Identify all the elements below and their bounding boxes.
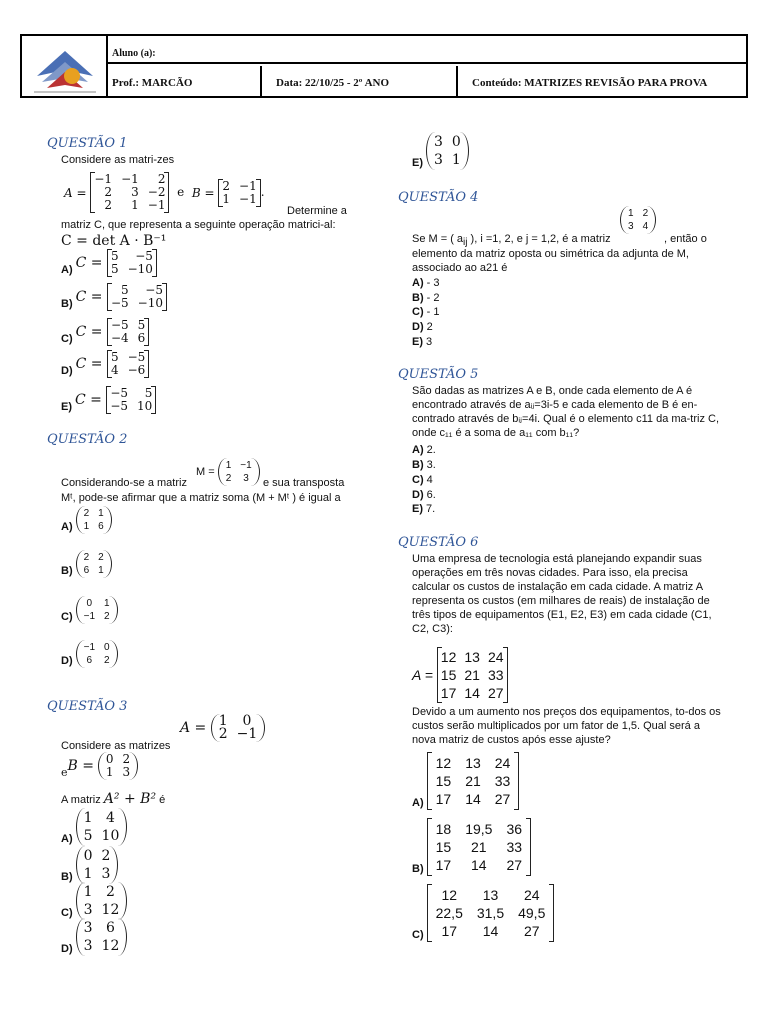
q3-title: QUESTÃO 3 (47, 699, 128, 714)
option-d (61, 918, 127, 956)
matrix-cell: 1 (105, 765, 114, 779)
option-label: D) (412, 321, 424, 333)
matrix-cell: −1 (83, 642, 96, 653)
matrix-cell: 27 (494, 791, 511, 807)
matrix-cell: 5 (110, 249, 119, 263)
option-matrix (76, 882, 128, 920)
matrix-cell: −5 (110, 386, 129, 400)
option-label: E) (412, 336, 423, 348)
option-label: A) (61, 521, 73, 533)
option-e (412, 132, 469, 170)
matrix-cell: 14 (471, 857, 487, 873)
matrix-cell: 14 (465, 791, 481, 807)
matrix-cell: 13 (465, 755, 481, 771)
matrix-cell: 1 (83, 810, 93, 826)
option-label: D) (61, 655, 73, 667)
option-matrix (76, 596, 118, 624)
option-label: B) (412, 459, 424, 471)
q5-title: QUESTÃO 5 (398, 367, 479, 382)
matrix-cell: 27 (523, 923, 540, 939)
q4-p4: associado ao a21 é (412, 262, 508, 274)
option-matrix (426, 132, 469, 170)
q6-a-equals: A = (412, 667, 433, 683)
matrix-cell: 1 (83, 521, 90, 532)
option-prefix: C = (75, 324, 107, 340)
option-d (61, 640, 118, 668)
q2-t1: e sua transposta (263, 477, 345, 489)
matrix-cell: 13 (482, 887, 499, 903)
matrix-cell: 24 (487, 649, 504, 665)
matrix-cell: −2 (147, 185, 166, 199)
matrix-cell: 17 (441, 923, 458, 939)
q2-intro: Considerando-se a matriz (61, 477, 187, 489)
option-matrix (76, 808, 128, 846)
q6-matrix-a-def (412, 647, 508, 703)
matrix-cell: 31,5 (476, 905, 505, 921)
matrix-cell: 2 (157, 172, 166, 186)
matrix-cell: 33 (487, 667, 504, 683)
matrix-cell: 1 (225, 460, 232, 471)
matrix-cell: 4 (105, 810, 115, 826)
q1-matrices: A = −1 −1 2 2 3 −2 2 1 −1 e B = 2 −1 1 −1 . (64, 172, 265, 212)
matrix-cell: 18 (435, 821, 452, 837)
option-d (412, 488, 436, 502)
q3-a-equals: A = (180, 720, 207, 736)
option-prefix: C = (75, 255, 107, 271)
option-a (412, 752, 519, 810)
header-table (20, 34, 748, 98)
option-b (412, 291, 440, 305)
q3-b-equals: B = (67, 758, 94, 774)
matrix-cell: 2 (98, 552, 104, 563)
option-value: 2. (423, 444, 436, 456)
option-e (412, 502, 435, 516)
option-value: - 3 (423, 277, 440, 289)
option-b (61, 846, 118, 884)
option-value: - 1 (423, 306, 440, 318)
option-label: A) (412, 277, 424, 289)
matrix-cell: 0 (86, 598, 93, 609)
q2-meq (196, 458, 260, 486)
matrix-cell: 0 (83, 848, 93, 864)
option-b (61, 550, 112, 578)
option-matrix (107, 283, 167, 311)
matrix-cell: −10 (127, 262, 153, 276)
matrix-cell: −5 (145, 283, 163, 297)
option-label: C) (61, 333, 73, 345)
matrix-cell: 15 (435, 773, 452, 789)
q3-expression: A² + B² (103, 791, 157, 807)
option-e (61, 386, 156, 414)
matrix-cell: −1 (94, 172, 113, 186)
matrix-cell: 3 (83, 902, 93, 918)
q6-text2: Devido a um aumento nos preços dos equipamentos, to-dos os custos serão multiplicados por um fator de 1,5. Qual será a nova matriz de custos após esse ajuste? (412, 706, 721, 746)
option-d (412, 320, 433, 334)
option-label: C) (412, 306, 424, 318)
option-matrix (107, 350, 149, 378)
matrix-cell: 2 (225, 473, 232, 484)
q2-t2: Mᵗ, pode-se afirmar que a matriz soma (M + Mᵗ ) é igual a (61, 492, 341, 504)
matrix-cell: 12 (101, 938, 120, 954)
option-prefix: C = (75, 356, 107, 372)
option-a (412, 276, 440, 290)
matrix-cell: 1 (131, 198, 139, 212)
matrix-cell: −1 (239, 191, 257, 206)
option-value: 6. (423, 489, 436, 501)
option-value: 3. (423, 459, 436, 471)
option-a (61, 249, 157, 277)
matrix-cell: 0 (104, 642, 110, 653)
matrix-cell: 36 (506, 821, 523, 837)
matrix-cell: 3 (243, 473, 249, 484)
matrix-cell: 17 (435, 857, 452, 873)
matrix-cell: 5 (137, 318, 146, 332)
option-label: B) (61, 298, 73, 310)
matrix-cell: 1 (83, 866, 93, 882)
q6-matrix-a (437, 647, 508, 703)
q4-matrix (620, 206, 656, 234)
option-c (61, 882, 127, 920)
matrix-cell: 6 (105, 920, 115, 936)
q3-matrix-b (98, 752, 138, 780)
matrix-cell: 2 (104, 611, 110, 622)
matrix-cell: 3 (122, 765, 131, 779)
student-name-field: Aluno (a): (108, 36, 746, 64)
q6-title: QUESTÃO 6 (398, 535, 479, 550)
option-d (61, 350, 149, 378)
option-label: D) (61, 943, 73, 955)
option-a (412, 443, 436, 457)
option-label: C) (61, 907, 73, 919)
matrix-cell: 3 (434, 134, 443, 150)
matrix-cell: 12 (440, 649, 457, 665)
q3-a-def (180, 714, 265, 742)
matrix-cell: 5 (110, 350, 119, 364)
matrix-cell: 1 (98, 565, 104, 576)
option-label: A) (412, 444, 424, 456)
q2-matrix-m (218, 458, 260, 486)
matrix-cell: 13 (464, 649, 480, 665)
matrix-cell: 2 (642, 208, 649, 219)
option-matrix (76, 846, 119, 884)
matrix-cell: 12 (441, 887, 458, 903)
teacher-cell: Prof.: MARCÃO (108, 66, 262, 98)
option-prefix: C = (75, 392, 107, 408)
option-matrix (427, 884, 555, 942)
option-label: B) (61, 871, 73, 883)
q5-text: São dadas as matrizes A e B, onde cada elemento de A é encontrado através de aᵢⱼ=3i-5 e cada elemento de B é en-contrado através de bᵢⱼ=4i. Qual é o elemento c11 da ma-triz C, onde c₁₁ é a soma de a₁₁ com b₁₁? (412, 385, 720, 439)
matrix-cell: 3 (83, 938, 93, 954)
q1-and: e (177, 185, 185, 199)
matrix-cell: 1 (83, 884, 93, 900)
option-label: C) (412, 474, 424, 486)
matrix-cell: 5 (110, 262, 119, 276)
option-c (61, 596, 118, 624)
q1-matrix-a (90, 172, 169, 213)
matrix-cell: 49,5 (518, 905, 546, 921)
matrix-cell: 3 (434, 152, 443, 168)
matrix-cell: −5 (110, 296, 129, 310)
matrix-cell: 14 (464, 685, 480, 701)
matrix-cell: 4 (642, 221, 649, 232)
option-value: 3 (423, 336, 433, 348)
option-value: 4 (423, 474, 433, 486)
option-matrix (76, 918, 128, 956)
option-label: B) (412, 863, 424, 875)
matrix-cell: 1 (628, 208, 634, 219)
matrix-cell: 0 (242, 713, 252, 729)
matrix-cell: 6 (98, 521, 104, 532)
matrix-cell: 1 (218, 713, 228, 729)
matrix-cell: 2 (105, 884, 115, 900)
option-label: B) (61, 565, 73, 577)
option-c (412, 305, 440, 319)
option-matrix (76, 640, 118, 668)
matrix-cell: 1 (451, 152, 461, 168)
option-matrix (76, 550, 112, 578)
matrix-cell: 21 (464, 667, 480, 683)
q3-text: A matriz (61, 794, 101, 806)
q1-matrix-b (218, 179, 260, 207)
matrix-cell: 6 (137, 331, 146, 345)
option-label: D) (61, 365, 73, 377)
option-matrix (107, 249, 157, 277)
q1-text2: matriz C, que representa a seguinte operação matrici-al: (61, 219, 336, 231)
matrix-cell: −5 (110, 318, 129, 332)
matrix-cell: 21 (465, 773, 481, 789)
q3-question (61, 790, 165, 808)
matrix-cell: 12 (101, 902, 120, 918)
matrix-cell: −1 (83, 611, 96, 622)
option-prefix: C = (75, 289, 107, 305)
option-label: E) (61, 401, 72, 413)
option-e (412, 335, 432, 349)
matrix-cell: 17 (435, 791, 452, 807)
option-matrix (76, 506, 112, 534)
matrix-cell: 24 (523, 887, 540, 903)
q2-m-equals: M = (196, 466, 215, 478)
option-label: C) (412, 929, 424, 941)
q1-formula: C = det A · B⁻¹ (61, 233, 167, 249)
q3-matrix-a (211, 714, 266, 742)
matrix-cell: −1 (121, 172, 139, 186)
q2-title: QUESTÃO 2 (47, 432, 128, 447)
matrix-cell: 4 (110, 363, 119, 377)
q6-text: Uma empresa de tecnologia está planejando expandir suas operações em três novas cidades. Para isso, ela precisa calcular os custos de instalação em cada cidade. A matriz A representa os custos (em milhares de reais) de instalação de três tipos de equipamentos (E1, E2, E3) em cada cidade (C1, C2, C3): (412, 553, 712, 635)
matrix-cell: 2 (83, 508, 90, 519)
q4-matrix-m (620, 206, 656, 234)
matrix-cell: −1 (147, 198, 166, 212)
option-label: B) (412, 292, 424, 304)
option-value: - 2 (423, 292, 440, 304)
matrix-cell: −1 (239, 178, 257, 193)
matrix-cell: 1 (104, 598, 110, 609)
content-cell: Conteúdo: MATRIZES REVISÃO PARA PROVA (472, 77, 708, 89)
q1-title: QUESTÃO 1 (47, 136, 128, 151)
q1-intro: Considere as matri-zes (61, 154, 175, 166)
option-label: A) (412, 797, 424, 809)
option-matrix (427, 818, 531, 876)
matrix-cell: 2 (218, 726, 228, 742)
matrix-cell: 10 (101, 828, 120, 844)
option-matrix (427, 752, 520, 810)
matrix-cell: 33 (494, 773, 511, 789)
option-value: 2 (423, 321, 433, 333)
q3-e: e (61, 766, 68, 779)
matrix-cell: 5 (121, 283, 129, 297)
matrix-cell: 2 (104, 185, 113, 199)
matrix-cell: −1 (240, 460, 252, 471)
option-c (412, 473, 433, 487)
matrix-cell: −6 (127, 363, 146, 377)
option-b (412, 818, 531, 876)
matrix-cell: −5 (127, 350, 146, 364)
option-label: A) (61, 833, 73, 845)
matrix-cell: 17 (440, 685, 457, 701)
matrix-cell: 3 (131, 185, 139, 199)
matrix-cell: −5 (110, 399, 129, 413)
matrix-cell: 5 (144, 386, 153, 400)
school-logo (22, 36, 108, 98)
option-matrix (106, 386, 156, 414)
matrix-cell: 6 (83, 565, 90, 576)
matrix-cell: 15 (435, 839, 452, 855)
matrix-cell: −5 (135, 249, 153, 263)
option-label: E) (412, 503, 423, 515)
matrix-cell: 3 (628, 221, 634, 232)
q3-text-end: é (159, 794, 166, 806)
q4-p3: elemento da matriz oposta ou simétrica da adjunta de M, (412, 248, 689, 260)
option-value: 7. (423, 503, 436, 515)
matrix-cell: −1 (236, 726, 258, 742)
option-c (61, 318, 149, 346)
matrix-cell: 3 (101, 866, 111, 882)
option-label: D) (412, 489, 424, 501)
matrix-cell: 1 (98, 508, 104, 519)
matrix-cell: −4 (110, 331, 129, 345)
matrix-cell: 24 (494, 755, 511, 771)
matrix-cell: 33 (506, 839, 523, 855)
matrix-cell: 19,5 (465, 821, 493, 837)
option-c (412, 884, 554, 942)
option-label: C) (61, 611, 73, 623)
matrix-cell: 10 (137, 399, 153, 413)
q4-p1-text: Se M = ( a (412, 233, 464, 245)
q4-p2: , então o (664, 233, 707, 245)
q4-p1-rest: ), i =1, 2, e j = 1,2, é a matriz (467, 233, 611, 245)
q1-determine: Determine a (287, 205, 347, 217)
matrix-cell: −10 (137, 296, 163, 310)
q3-intro: Considere as matrizes (61, 740, 171, 752)
matrix-cell: 0 (105, 752, 114, 766)
matrix-cell: 15 (440, 667, 457, 683)
matrix-cell: 3 (83, 920, 93, 936)
option-b (412, 458, 436, 472)
q4-title: QUESTÃO 4 (398, 190, 479, 205)
option-matrix (107, 318, 149, 346)
matrix-cell: 21 (471, 839, 487, 855)
matrix-cell: 1 (222, 191, 231, 206)
matrix-cell: 2 (222, 178, 231, 193)
option-label: A) (61, 264, 73, 276)
matrix-cell: 2 (122, 752, 131, 766)
date-cell: Data: 22/10/25 - 2º ANO (262, 66, 458, 98)
matrix-cell: 27 (506, 857, 523, 873)
option-a (61, 808, 127, 846)
matrix-cell: 2 (83, 552, 90, 563)
option-label: E) (412, 157, 423, 169)
matrix-cell: 22,5 (435, 905, 463, 921)
q4-p1-sub: ij (463, 237, 468, 249)
matrix-cell: 14 (482, 923, 499, 939)
option-a (61, 506, 112, 534)
matrix-cell: 2 (104, 655, 110, 666)
matrix-cell: 27 (487, 685, 504, 701)
matrix-cell: 0 (451, 134, 461, 150)
matrix-cell: 12 (435, 755, 452, 771)
q3-b-def (61, 752, 138, 780)
matrix-cell: 6 (86, 655, 93, 666)
matrix-cell: 5 (83, 828, 93, 844)
matrix-cell: 2 (101, 848, 111, 864)
option-b (61, 283, 167, 311)
matrix-cell: 2 (104, 198, 113, 212)
